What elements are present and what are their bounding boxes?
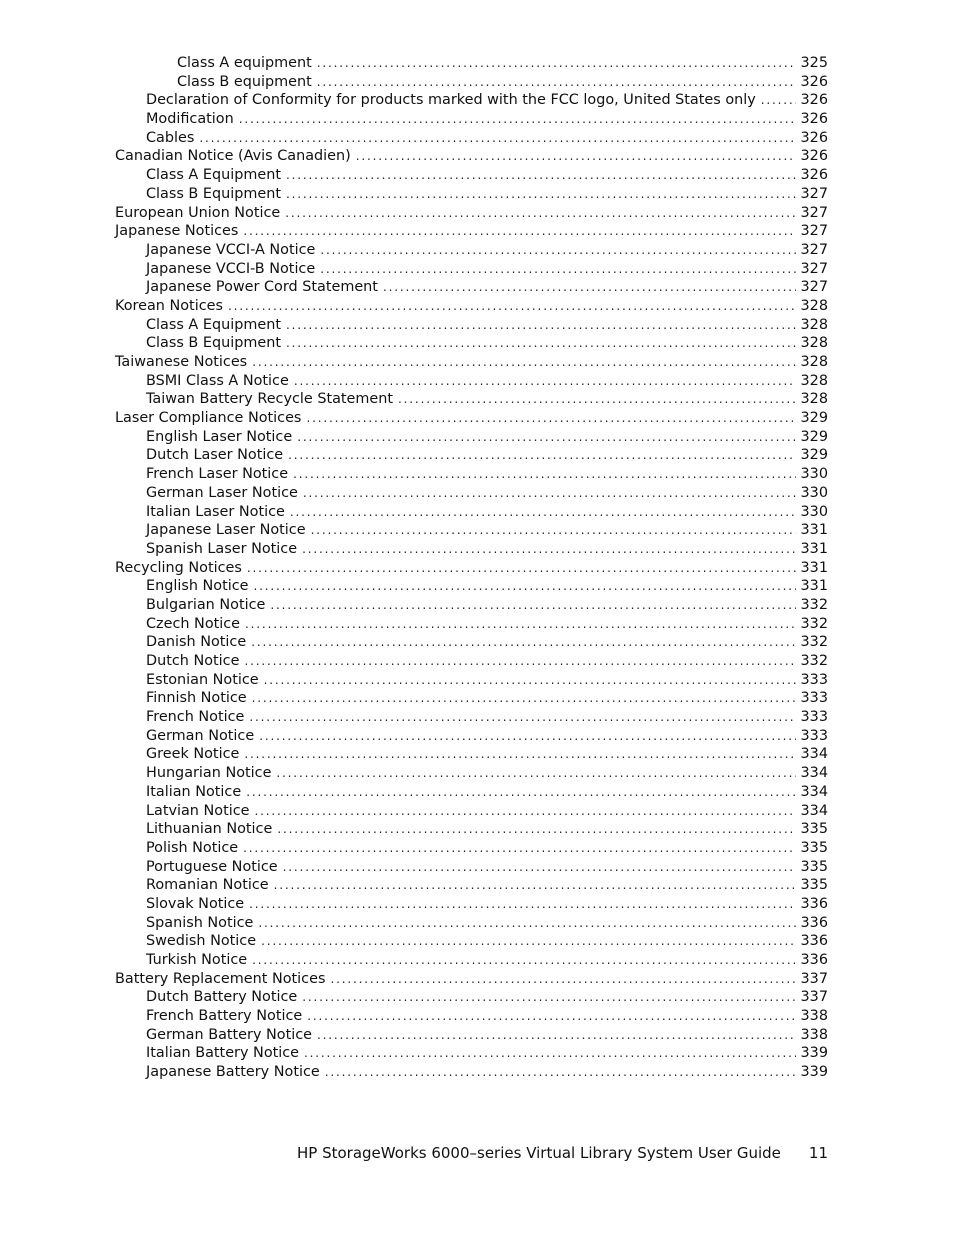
toc-entry[interactable] [115, 278, 828, 297]
toc-entry-page-number[interactable]: 335 [800, 858, 828, 875]
footer-document-title: HP StorageWorks 6000–series Virtual Library System User Guide [296, 1144, 781, 1162]
toc-entry-title[interactable]: Italian Notice [146, 783, 242, 800]
toc-entry-title[interactable]: Japanese Power Cord Statement [146, 279, 378, 296]
toc-dot-leader [286, 334, 796, 353]
toc-entry-page-number[interactable]: 335 [800, 821, 828, 838]
toc-dot-leader [276, 764, 795, 783]
toc-entry[interactable] [115, 914, 828, 933]
toc-entry-page-number[interactable]: 327 [800, 223, 828, 240]
toc-entry[interactable] [115, 297, 828, 316]
toc-dot-leader [245, 615, 795, 634]
toc-entry[interactable] [115, 353, 828, 372]
toc-dot-leader [317, 73, 796, 92]
toc-entry-page-number[interactable]: 328 [800, 391, 828, 408]
toc-entry[interactable] [115, 820, 828, 839]
toc-entry-page-number[interactable]: 336 [800, 895, 828, 912]
toc-entry-title[interactable]: Dutch Notice [146, 653, 240, 669]
toc-dot-leader [252, 689, 796, 708]
toc-dot-leader [243, 222, 795, 241]
toc-entry-title[interactable]: Polish Notice [146, 839, 239, 856]
toc-dot-leader [311, 521, 796, 540]
toc-entry[interactable] [115, 110, 828, 129]
toc-entry[interactable] [115, 428, 828, 447]
toc-dot-leader [243, 839, 795, 858]
toc-dot-leader [270, 596, 795, 615]
toc-entry-title[interactable]: Class B Equipment [146, 335, 281, 352]
toc-entry[interactable] [115, 839, 828, 858]
toc-entry[interactable] [115, 222, 828, 241]
footer-page-number: 11 [808, 1144, 828, 1162]
toc-entry-page-number[interactable]: 327 [800, 279, 828, 296]
toc-entry-page-number[interactable]: 336 [800, 952, 828, 968]
toc-entry-title[interactable]: Cables [146, 129, 195, 146]
toc-entry-page-number[interactable]: 329 [800, 410, 828, 427]
toc-entry-title[interactable]: Japanese Laser Notice [146, 522, 306, 539]
toc-entry-title[interactable]: Class A Equipment [146, 167, 281, 184]
toc-dot-leader [251, 633, 795, 652]
toc-entry-page-number[interactable]: 332 [800, 653, 828, 669]
toc-entry-page-number[interactable]: 335 [800, 877, 828, 894]
toc-entry-title[interactable]: Slovak Notice [146, 895, 245, 912]
toc-entry-page-number[interactable]: 326 [800, 148, 828, 165]
toc-entry-title[interactable]: Class A equipment [177, 55, 312, 71]
toc-dot-leader [254, 802, 795, 821]
toc-entry-page-number[interactable]: 326 [800, 73, 828, 90]
toc-dot-leader [294, 372, 796, 391]
toc-dot-leader [330, 970, 795, 989]
toc-entry-title[interactable]: German Battery Notice [146, 1026, 313, 1043]
toc-entry-title[interactable]: Modification [146, 111, 234, 128]
toc-entry-page-number[interactable]: 329 [800, 428, 828, 445]
toc-entry-title[interactable]: Canadian Notice (Avis Canadien) [115, 148, 351, 165]
toc-dot-leader [317, 1026, 796, 1045]
toc-entry-page-number[interactable]: 328 [800, 335, 828, 352]
toc-dot-leader [356, 147, 796, 166]
toc-entry[interactable] [115, 596, 828, 615]
toc-entry[interactable] [115, 764, 828, 783]
toc-entry[interactable] [115, 1044, 828, 1063]
toc-entry-page-number[interactable]: 330 [800, 503, 828, 520]
toc-entry-page-number[interactable]: 333 [800, 709, 828, 726]
toc-dot-leader [286, 185, 796, 204]
toc-entry[interactable] [115, 54, 828, 73]
toc-entry-title[interactable]: Japanese VCCI-A Notice [146, 241, 316, 258]
toc-dot-leader [259, 727, 795, 746]
toc-entry-title[interactable]: Italian Battery Notice [146, 1045, 300, 1062]
toc-entry[interactable] [115, 372, 828, 391]
toc-entry[interactable] [115, 615, 828, 634]
toc-entry[interactable] [115, 334, 828, 353]
toc-entry-page-number[interactable]: 326 [800, 129, 828, 146]
toc-entry-page-number[interactable]: 336 [800, 933, 828, 950]
toc-dot-leader [288, 446, 795, 465]
toc-entry-title[interactable]: Hungarian Notice [146, 765, 272, 782]
toc-dot-leader [293, 465, 795, 484]
toc-entry-title[interactable]: Danish Notice [146, 634, 247, 651]
toc-entry[interactable] [115, 204, 828, 223]
toc-entry[interactable] [115, 409, 828, 428]
toc-entry-page-number[interactable]: 334 [800, 783, 828, 800]
toc-dot-leader [761, 91, 796, 110]
toc-dot-leader [244, 745, 795, 764]
toc-entry-title[interactable]: Japanese Battery Notice [146, 1064, 320, 1081]
toc-dot-leader [317, 54, 796, 73]
toc-entry[interactable] [115, 484, 828, 503]
toc-entry-page-number[interactable]: 332 [800, 634, 828, 651]
toc-entry-title[interactable]: Czech Notice [146, 615, 241, 632]
toc-entry-page-number[interactable]: 335 [800, 839, 828, 856]
toc-entry-title[interactable]: Italian Laser Notice [146, 503, 285, 520]
toc-entry[interactable] [115, 465, 828, 484]
toc-entry[interactable] [115, 559, 828, 578]
toc-entry[interactable] [115, 446, 828, 465]
toc-dot-leader [297, 428, 795, 447]
toc-entry-title[interactable]: European Union Notice [115, 204, 281, 221]
toc-entry-page-number[interactable]: 331 [800, 540, 828, 557]
toc-dot-leader [252, 951, 795, 970]
toc-entry-title[interactable]: French Laser Notice [146, 466, 289, 483]
toc-entry-page-number[interactable]: 329 [800, 447, 828, 464]
toc-entry[interactable] [115, 783, 828, 802]
toc-entry[interactable] [115, 988, 828, 1007]
toc-entry-title[interactable]: Japanese VCCI-B Notice [146, 260, 316, 277]
toc-dot-leader [285, 204, 795, 223]
toc-entry-page-number[interactable]: 338 [800, 1026, 828, 1043]
toc-dot-leader [286, 316, 796, 335]
toc-entry-page-number[interactable]: 333 [800, 671, 828, 688]
toc-dot-leader [306, 409, 795, 428]
toc-entry[interactable] [115, 970, 828, 989]
toc-entry-title[interactable]: Declaration of Conformity for products marked with the FCC logo, United States only [146, 92, 756, 109]
table-of-contents [115, 54, 828, 1082]
toc-dot-leader [283, 858, 796, 877]
toc-entry-page-number[interactable]: 332 [800, 596, 828, 613]
toc-dot-leader [228, 297, 796, 316]
toc-entry-page-number[interactable]: 326 [800, 92, 828, 109]
toc-dot-leader [304, 1044, 796, 1063]
toc-entry-title[interactable]: Romanian Notice [146, 877, 269, 894]
toc-entry[interactable] [115, 129, 828, 148]
toc-entry-title[interactable]: French Battery Notice [146, 1008, 303, 1025]
toc-entry-page-number[interactable]: 330 [800, 484, 828, 501]
toc-entry-page-number[interactable]: 331 [800, 522, 828, 539]
toc-entry-title[interactable]: Finnish Notice [146, 690, 247, 707]
toc-entry-page-number[interactable]: 328 [800, 372, 828, 389]
toc-entry-title[interactable]: Lithuanian Notice [146, 821, 273, 838]
toc-entry-title[interactable]: Class B Equipment [146, 185, 281, 202]
toc-entry-title[interactable]: French Notice [146, 709, 245, 726]
toc-entry-title[interactable]: Portuguese Notice [146, 858, 278, 875]
toc-entry-title[interactable]: Laser Compliance Notices [115, 410, 302, 427]
toc-dot-leader [290, 503, 796, 522]
toc-entry[interactable] [115, 652, 828, 671]
toc-dot-leader [249, 708, 795, 727]
toc-entry-page-number[interactable]: 338 [800, 1008, 828, 1025]
toc-entry-page-number[interactable]: 328 [800, 316, 828, 333]
toc-entry-title[interactable]: English Notice [146, 578, 249, 595]
toc-entry[interactable] [115, 73, 828, 92]
toc-entry-title[interactable]: Class B equipment [177, 73, 312, 90]
page-footer [0, 1143, 828, 1163]
toc-entry-page-number[interactable]: 325 [800, 55, 828, 71]
toc-entry-title[interactable]: Swedish Notice [146, 933, 257, 950]
toc-dot-leader [249, 895, 795, 914]
toc-dot-leader [307, 1007, 795, 1026]
toc-entry-page-number[interactable]: 327 [800, 241, 828, 258]
toc-dot-leader [302, 540, 795, 559]
toc-entry[interactable] [115, 745, 828, 764]
toc-entry-page-number[interactable]: 336 [800, 914, 828, 931]
toc-dot-leader [252, 353, 795, 372]
toc-entry[interactable] [115, 727, 828, 746]
toc-entry-page-number[interactable]: 330 [800, 466, 828, 483]
toc-dot-leader [325, 1063, 796, 1082]
toc-entry[interactable] [115, 390, 828, 409]
toc-entry[interactable] [115, 241, 828, 260]
toc-dot-leader [247, 559, 796, 578]
toc-entry[interactable] [115, 577, 828, 596]
toc-entry-title[interactable]: Taiwanese Notices [115, 354, 248, 370]
toc-dot-leader [274, 876, 796, 895]
toc-entry-page-number[interactable]: 337 [800, 970, 828, 987]
toc-dot-leader [383, 278, 796, 297]
toc-entry-title[interactable]: Japanese Notices [115, 223, 239, 240]
toc-dot-leader [303, 484, 796, 503]
toc-entry-page-number[interactable]: 326 [800, 167, 828, 184]
toc-entry[interactable] [115, 951, 828, 970]
toc-entry[interactable] [115, 185, 828, 204]
toc-dot-leader [264, 671, 796, 690]
toc-entry-page-number[interactable]: 331 [800, 559, 828, 576]
toc-entry-page-number[interactable]: 339 [800, 1045, 828, 1062]
toc-entry[interactable] [115, 503, 828, 522]
toc-entry[interactable] [115, 166, 828, 185]
toc-entry[interactable] [115, 633, 828, 652]
toc-entry-page-number[interactable]: 327 [800, 185, 828, 202]
toc-entry-page-number[interactable]: 327 [800, 204, 828, 221]
toc-entry-title[interactable]: BSMI Class A Notice [146, 372, 289, 389]
toc-entry[interactable] [115, 895, 828, 914]
toc-entry-page-number[interactable]: 334 [800, 765, 828, 782]
toc-entry-title[interactable]: Spanish Laser Notice [146, 540, 298, 557]
toc-entry-title[interactable]: Korean Notices [115, 297, 223, 314]
toc-dot-leader [320, 241, 795, 260]
toc-entry[interactable] [115, 932, 828, 951]
toc-entry-page-number[interactable]: 333 [800, 727, 828, 744]
toc-entry-page-number[interactable]: 333 [800, 690, 828, 707]
toc-entry[interactable] [115, 876, 828, 895]
toc-entry-page-number[interactable]: 332 [800, 615, 828, 632]
toc-entry[interactable] [115, 260, 828, 279]
toc-entry-title[interactable]: Turkish Notice [146, 952, 248, 968]
toc-entry[interactable] [115, 521, 828, 540]
toc-entry-title[interactable]: Latvian Notice [146, 802, 250, 819]
toc-entry[interactable] [115, 1063, 828, 1082]
toc-entry-title[interactable]: English Laser Notice [146, 428, 293, 445]
toc-entry-page-number[interactable]: 334 [800, 802, 828, 819]
toc-entry-page-number[interactable]: 334 [800, 746, 828, 763]
toc-dot-leader [302, 988, 795, 1007]
toc-entry-page-number[interactable]: 327 [800, 260, 828, 277]
toc-dot-leader [398, 390, 795, 409]
toc-entry-title[interactable]: Bulgarian Notice [146, 596, 266, 613]
toc-entry-page-number[interactable]: 331 [800, 578, 828, 595]
toc-entry-title[interactable]: Estonian Notice [146, 671, 259, 688]
toc-entry[interactable] [115, 1007, 828, 1026]
toc-dot-leader [286, 166, 796, 185]
toc-entry-page-number[interactable]: 328 [800, 354, 828, 370]
toc-entry-title[interactable]: Dutch Battery Notice [146, 989, 298, 1006]
toc-entry-title[interactable]: Dutch Laser Notice [146, 447, 284, 464]
toc-entry-title[interactable]: Spanish Notice [146, 914, 254, 931]
toc-dot-leader [320, 260, 795, 279]
toc-dot-leader [239, 110, 796, 129]
toc-entry-title[interactable]: Taiwan Battery Recycle Statement [146, 391, 394, 408]
toc-entry[interactable] [115, 91, 828, 110]
toc-entry-page-number[interactable]: 326 [800, 111, 828, 128]
toc-dot-leader [277, 820, 795, 839]
toc-entry-page-number[interactable]: 337 [800, 989, 828, 1006]
toc-entry[interactable] [115, 147, 828, 166]
toc-dot-leader [244, 652, 795, 671]
toc-entry[interactable] [115, 316, 828, 335]
toc-entry[interactable] [115, 708, 828, 727]
toc-dot-leader [246, 783, 795, 802]
toc-entry[interactable] [115, 540, 828, 559]
toc-dot-leader [199, 129, 795, 148]
toc-entry-title[interactable]: Greek Notice [146, 746, 240, 763]
toc-entry-title[interactable]: German Notice [146, 727, 255, 744]
toc-dot-leader [258, 914, 795, 933]
toc-entry[interactable] [115, 689, 828, 708]
toc-entry[interactable] [115, 858, 828, 877]
toc-entry[interactable] [115, 802, 828, 821]
toc-entry-page-number[interactable]: 339 [800, 1064, 828, 1081]
toc-entry-title[interactable]: Recycling Notices [115, 559, 242, 576]
toc-entry-title[interactable]: Battery Replacement Notices [115, 970, 326, 987]
toc-entry[interactable] [115, 1026, 828, 1045]
toc-dot-leader [254, 577, 796, 596]
toc-entry[interactable] [115, 671, 828, 690]
toc-entry-title[interactable]: Class A Equipment [146, 316, 281, 333]
toc-entry-page-number[interactable]: 328 [800, 297, 828, 314]
toc-dot-leader [261, 932, 795, 951]
toc-entry-title[interactable]: German Laser Notice [146, 484, 298, 501]
